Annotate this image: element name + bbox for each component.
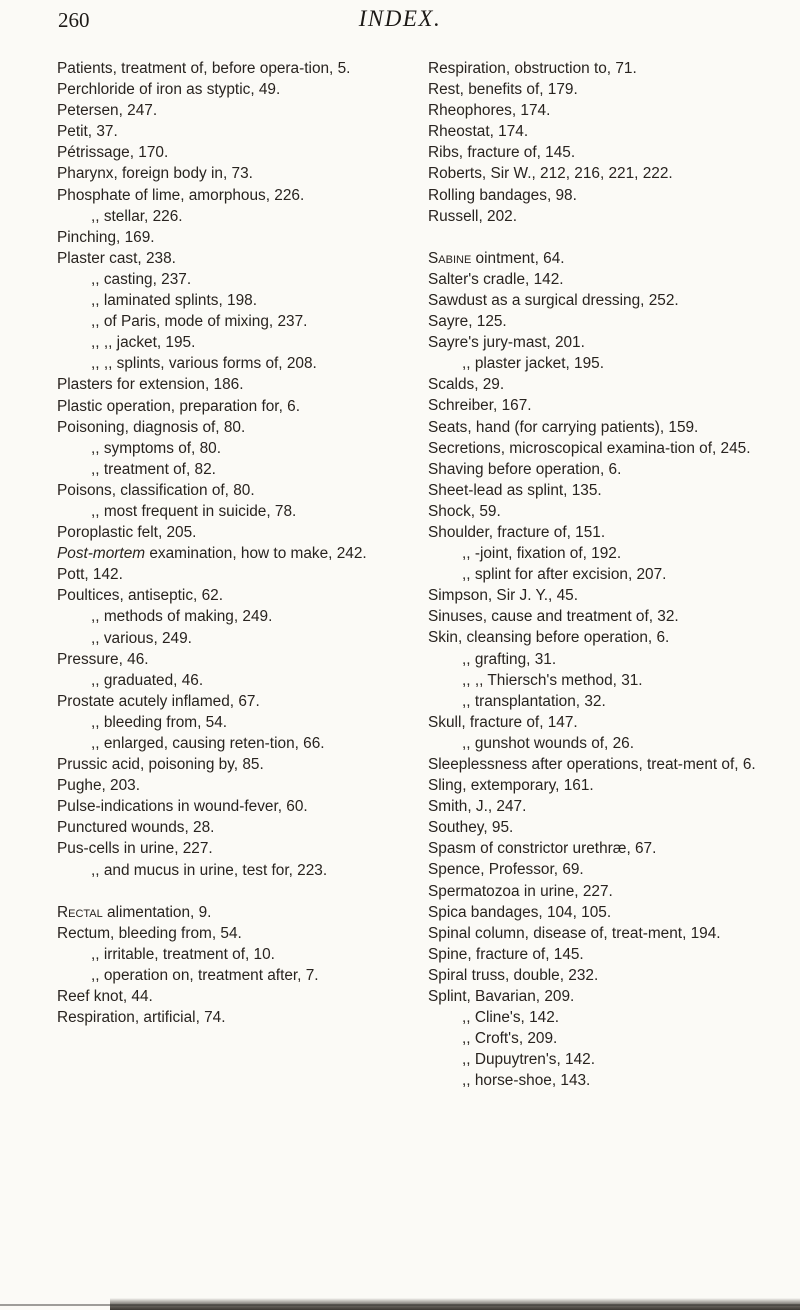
bottom-page-edge (0, 1298, 800, 1310)
index-entry: Shock, 59. (428, 502, 501, 520)
index-subentry: ,, Dupuytren's, 142. (462, 1051, 595, 1069)
index-entry: Schreiber, 167. (428, 397, 532, 415)
index-subentry: ,, transplantation, 32. (462, 692, 606, 710)
index-entry: Southey, 95. (428, 819, 514, 837)
index-entry: Pharynx, foreign body in, 73. (57, 165, 253, 183)
index-subentry: ,, plaster jacket, 195. (462, 355, 605, 373)
index-subentry: ,, enlarged, causing reten-tion, 66. (91, 735, 325, 752)
index-entry: Pinching, 169. (57, 228, 155, 246)
index-entry: Rectum, bleeding from, 54. (57, 924, 242, 942)
index-subentry: ,, Croft's, 209. (462, 1030, 558, 1048)
index-entry: Shaving before operation, 6. (428, 460, 622, 478)
index-entry: Petersen, 247. (57, 102, 158, 120)
index-entry: Rest, benefits of, 179. (428, 81, 578, 99)
index-entry: Respiration, obstruction to, 71. (428, 60, 637, 77)
index-column-right (428, 58, 768, 1092)
index-subentry: ,, Cline's, 142. (462, 1009, 560, 1027)
index-entry: Simpson, Sir J. Y., 45. (428, 587, 578, 605)
index-entry: Splint, Bavarian, 209. (428, 988, 575, 1006)
index-subentry: ,, graduated, 46. (91, 671, 204, 689)
index-entry: Rheophores, 174. (428, 102, 551, 120)
index-subentry: ,, -joint, fixation of, 192. (462, 545, 622, 563)
index-entry: Smith, J., 247. (428, 798, 527, 816)
index-entry: Russell, 202. (428, 207, 517, 225)
page-header (0, 0, 800, 60)
index-subentry: ,, stellar, 226. (91, 207, 183, 225)
section-gap (57, 881, 397, 902)
index-column-left (57, 58, 397, 1028)
index-entry: Prostate acutely inflamed, 67. (57, 692, 260, 710)
index-entry: Pott, 142. (57, 566, 123, 584)
index-entry: Rolling bandages, 98. (428, 186, 577, 204)
index-entry: Skin, cleansing before operation, 6. (428, 629, 670, 647)
index-entry: Spasm of constrictor urethræ, 67. (428, 840, 657, 858)
index-entry: Plastic operation, preparation for, 6. (57, 397, 300, 415)
index-subentry: ,, irritable, treatment of, 10. (91, 945, 275, 963)
index-entry: Sayre's jury-mast, 201. (428, 334, 585, 352)
index-entry: Plasters for extension, 186. (57, 376, 244, 394)
index-subentry: ,, horse-shoe, 143. (462, 1072, 591, 1090)
index-entry: Pressure, 46. (57, 650, 149, 668)
index-entry: Skull, fracture of, 147. (428, 713, 578, 731)
page-number: 260 (58, 8, 90, 32)
index-entry: Poisons, classification of, 80. (57, 481, 255, 499)
index-entry: Spica bandages, 104, 105. (428, 903, 612, 921)
index-entry: Prussic acid, poisoning by, 85. (57, 756, 264, 774)
index-subentry: ,, ,, Thiersch's method, 31. (462, 671, 643, 689)
index-entry: Sleeplessness after operations, treat-ment of, 6. (428, 756, 756, 773)
index-entry: Rectal alimentation, 9. (57, 903, 212, 921)
index-entry: Scalds, 29. (428, 376, 505, 394)
index-subentry: ,, laminated splints, 198. (91, 292, 257, 310)
index-entry: Rheostat, 174. (428, 123, 529, 141)
index-entry: Perchloride of iron as styptic, 49. (57, 81, 281, 99)
index-entry: Poroplastic felt, 205. (57, 524, 197, 542)
index-subentry: ,, various, 249. (91, 629, 192, 647)
index-subentry: ,, splint for after excision, 207. (462, 566, 667, 584)
index-entry: Reef knot, 44. (57, 988, 153, 1006)
index-entry: Poisoning, diagnosis of, 80. (57, 418, 246, 436)
index-entry: Spence, Professor, 69. (428, 861, 584, 879)
index-entry: Pulse-indications in wound-fever, 60. (57, 798, 308, 816)
index-subentry: ,, gunshot wounds of, 26. (462, 734, 634, 752)
index-entry: Spiral truss, double, 232. (428, 966, 599, 984)
index-entry: Sinuses, cause and treatment of, 32. (428, 608, 679, 626)
section-gap (428, 227, 768, 248)
index-subentry: ,, of Paris, mode of mixing, 237. (91, 313, 308, 331)
index-entry: Sabine ointment, 64. (428, 249, 565, 267)
index-subentry: ,, casting, 237. (91, 270, 192, 288)
index-entry: Pughe, 203. (57, 777, 141, 795)
index-entry: Poultices, antiseptic, 62. (57, 587, 223, 605)
index-entry: Spinal column, disease of, treat-ment, 194. (428, 924, 721, 942)
index-subentry: ,, most frequent in suicide, 78. (91, 502, 297, 520)
index-subentry: ,, and mucus in urine, test for, 223. (91, 861, 328, 879)
index-subentry: ,, ,, splints, various forms of, 208. (91, 355, 317, 373)
index-entry: Spermatozoa in urine, 227. (428, 882, 613, 900)
index-entry: Respiration, artificial, 74. (57, 1009, 226, 1027)
index-entry: Sling, extemporary, 161. (428, 777, 594, 795)
index-entry: Sheet-lead as splint, 135. (428, 481, 602, 499)
index-entry: Patients, treatment of, before opera-tion, 5. (57, 60, 351, 77)
index-entry: Ribs, fracture of, 145. (428, 144, 576, 162)
index-entry: Salter's cradle, 142. (428, 270, 564, 288)
index-entry: Punctured wounds, 28. (57, 819, 215, 837)
index-entry: Plaster cast, 238. (57, 249, 176, 267)
index-subentry: ,, grafting, 31. (462, 650, 557, 668)
index-subentry: ,, ,, jacket, 195. (91, 334, 196, 352)
index-entry: Pétrissage, 170. (57, 144, 169, 162)
index-entry: Roberts, Sir W., 212, 216, 221, 222. (428, 165, 673, 183)
index-entry: Phosphate of lime, amorphous, 226. (57, 186, 305, 204)
index-entry: Petit, 37. (57, 123, 118, 141)
index-subentry: ,, symptoms of, 80. (91, 439, 222, 457)
index-entry: Sayre, 125. (428, 313, 507, 331)
index-subentry: ,, bleeding from, 54. (91, 713, 228, 731)
index-entry: Sawdust as a surgical dressing, 252. (428, 291, 679, 309)
index-subentry: ,, methods of making, 249. (91, 608, 273, 626)
index-subentry: ,, operation on, treatment after, 7. (91, 966, 319, 984)
index-entry: Post-mortem examination, how to make, 242. (57, 545, 367, 563)
index-subentry: ,, treatment of, 82. (91, 460, 216, 478)
running-head: INDEX. (358, 6, 442, 31)
index-entry: Shoulder, fracture of, 151. (428, 523, 606, 541)
index-entry: Spine, fracture of, 145. (428, 945, 584, 963)
index-entry: Seats, hand (for carrying patients), 159. (428, 418, 699, 436)
index-entry: Pus-cells in urine, 227. (57, 840, 213, 858)
index-entry: Secretions, microscopical examina-tion of, 245. (428, 439, 751, 457)
